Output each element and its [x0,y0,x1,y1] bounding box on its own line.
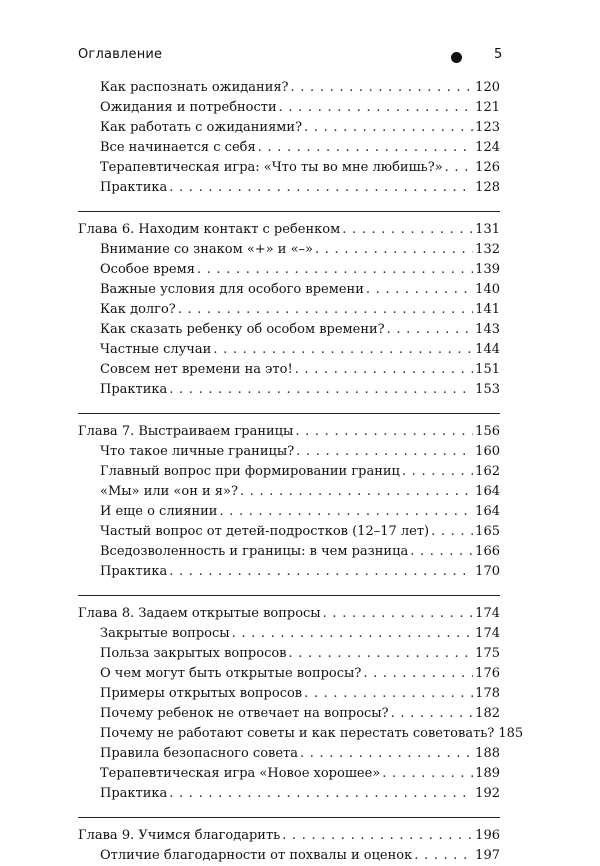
entry-page-number: 141 [475,302,500,317]
section-divider [78,595,500,604]
dot-leader [295,422,473,442]
dot-leader [300,744,473,764]
bullet-dot-icon [451,52,462,63]
dot-leader [219,502,473,522]
entry-page-number: 166 [475,544,500,559]
entry-title: Практика [100,564,168,579]
entry-page-number: 165 [475,524,500,539]
page-header [78,47,503,69]
entry-page-number: 140 [475,282,500,297]
dot-leader [291,78,474,98]
dot-leader [414,846,473,866]
dot-leader [169,380,473,400]
toc-entry[interactable] [78,542,500,562]
entry-title: «Мы» или «он и я»? [100,484,238,499]
toc-entry[interactable] [78,744,500,764]
entry-title: И еще о слиянии [100,504,218,519]
dot-leader [323,604,474,624]
entry-title: Частные случаи [100,342,212,357]
dot-leader [342,220,473,240]
entry-page-number: 192 [475,786,500,801]
entry-page-number: 121 [475,100,500,115]
dot-leader [445,158,474,178]
dot-leader [304,684,473,704]
running-title: Оглавление [78,47,163,62]
entry-title: Глава 9. Учимся благодарить [78,828,281,843]
section-divider [78,211,500,220]
entry-page-number: 170 [475,564,500,579]
entry-page-number: 126 [475,160,500,175]
entry-page-number: 162 [475,464,500,479]
toc-entry[interactable] [78,784,500,804]
dot-leader [169,562,473,582]
entry-page-number: 188 [475,746,500,761]
dot-leader [366,280,473,300]
dot-leader [213,340,473,360]
dot-leader [197,260,473,280]
entry-page-number: 178 [475,686,500,701]
toc-entry[interactable] [78,462,500,482]
chapter-heading[interactable] [78,826,500,846]
entry-page-number: 176 [475,666,500,681]
chapter-heading[interactable] [78,220,500,240]
entry-title: Совсем нет времени на это! [100,362,293,377]
entry-title: О чем могут быть открытые вопросы? [100,666,362,681]
entry-page-number: 182 [475,706,500,721]
toc-section [78,595,524,804]
entry-title: Практика [100,382,168,397]
entry-title: Что такое личные границы? [100,444,295,459]
toc-section [78,78,500,198]
entry-title: Все начинается с себя [100,140,256,155]
chapter-heading[interactable] [78,604,500,624]
entry-title: Терапевтическая игра «Новое хорошее» [100,766,381,781]
toc-entry[interactable] [78,704,500,724]
toc-entry[interactable] [78,562,500,582]
toc-entry[interactable] [78,442,500,462]
entry-title: Вседозволенность и границы: в чем разница [100,544,409,559]
entry-title: Почему не работают советы и как перестать советовать? [100,726,495,741]
toc-entry[interactable] [78,644,500,664]
toc-entry[interactable] [78,260,500,280]
dot-leader [402,462,473,482]
entry-page-number: 156 [475,424,500,439]
entry-page-number: 120 [475,80,500,95]
chapter-heading[interactable] [78,422,500,442]
toc-entry[interactable] [78,300,500,320]
entry-title: Как распознать ожидания? [100,80,289,95]
dot-leader [391,704,474,724]
entry-title: Как сказать ребенку об особом времени? [100,322,385,337]
table-of-contents [78,78,524,866]
entry-page-number: 160 [475,444,500,459]
entry-page-number: 185 [498,726,524,741]
entry-page-number: 131 [475,222,500,237]
entry-page-number: 175 [475,646,500,661]
entry-title: Глава 6. Находим контакт с ребенком [78,222,341,237]
entry-title: Глава 7. Выстраиваем границы [78,424,294,439]
dot-leader [382,764,473,784]
toc-entry[interactable] [78,724,524,744]
dot-leader [279,98,474,118]
toc-entry[interactable] [78,138,500,158]
toc-entry[interactable] [78,764,500,784]
dot-leader [169,784,473,804]
dot-leader [363,664,473,684]
dot-leader [410,542,473,562]
toc-section [78,817,500,866]
toc-entry[interactable] [78,380,500,400]
section-divider [78,413,500,422]
entry-title: Отличие благодарности от похвалы и оценок [100,848,413,863]
dot-leader [258,138,474,158]
dot-leader [289,644,474,664]
toc-entry[interactable] [78,360,500,380]
entry-title: Почему ребенок не отвечает на вопросы? [100,706,389,721]
toc-entry[interactable] [78,502,500,522]
entry-page-number: 164 [475,504,500,519]
entry-title: Частый вопрос от детей-подростков (12–17 лет) [100,524,430,539]
toc-entry[interactable] [78,664,500,684]
entry-page-number: 123 [475,120,500,135]
section-divider [78,817,500,826]
entry-title: Правила безопасного совета [100,746,298,761]
toc-entry[interactable] [78,624,500,644]
dot-leader [295,360,474,380]
entry-page-number: 174 [475,606,500,621]
toc-section [78,413,500,582]
entry-page-number: 143 [475,322,500,337]
entry-title: Главный вопрос при формировании границ [100,464,400,479]
toc-entry[interactable] [78,78,500,98]
entry-title: Как работать с ожиданиями? [100,120,303,135]
dot-leader [169,178,473,198]
entry-page-number: 151 [475,362,500,377]
entry-title: Практика [100,786,168,801]
entry-title: Ожидания и потребности [100,100,277,115]
entry-page-number: 197 [475,848,500,863]
page-number: 5 [494,47,503,62]
entry-page-number: 128 [475,180,500,195]
toc-section [78,211,500,400]
toc-entry[interactable] [78,684,500,704]
entry-title: Особое время [100,262,195,277]
toc-entry[interactable] [78,340,500,360]
entry-title: Глава 8. Задаем открытые вопросы [78,606,321,621]
dot-leader [282,826,473,846]
dot-leader [387,320,474,340]
toc-entry[interactable] [78,240,500,260]
toc-entry[interactable] [78,482,500,502]
toc-entry[interactable] [78,158,500,178]
entry-title: Закрытые вопросы [100,626,230,641]
dot-leader [315,240,473,260]
dot-leader [431,522,473,542]
dot-leader [296,442,473,462]
dot-leader [240,482,473,502]
entry-title: Практика [100,180,168,195]
toc-entry[interactable] [78,178,500,198]
entry-title: Внимание со знаком «+» и «–» [100,242,313,257]
entry-page-number: 132 [475,242,500,257]
dot-leader [304,118,473,138]
dot-leader [178,300,473,320]
entry-page-number: 124 [475,140,500,155]
toc-entry[interactable] [78,846,500,866]
dot-leader [232,624,474,644]
entry-title: Как долго? [100,302,176,317]
entry-page-number: 174 [475,626,500,641]
entry-title: Терапевтическая игра: «Что ты во мне любишь?» [100,160,443,175]
entry-page-number: 144 [475,342,500,357]
entry-page-number: 139 [475,262,500,277]
toc-entry[interactable] [78,320,500,340]
entry-page-number: 164 [475,484,500,499]
toc-entry[interactable] [78,522,500,542]
toc-entry[interactable] [78,118,500,138]
entry-page-number: 189 [475,766,500,781]
entry-page-number: 153 [475,382,500,397]
entry-title: Польза закрытых вопросов [100,646,287,661]
entry-title: Примеры открытых вопросов [100,686,303,701]
toc-entry[interactable] [78,280,500,300]
entry-title: Важные условия для особого времени [100,282,364,297]
toc-entry[interactable] [78,98,500,118]
entry-page-number: 196 [475,828,500,843]
